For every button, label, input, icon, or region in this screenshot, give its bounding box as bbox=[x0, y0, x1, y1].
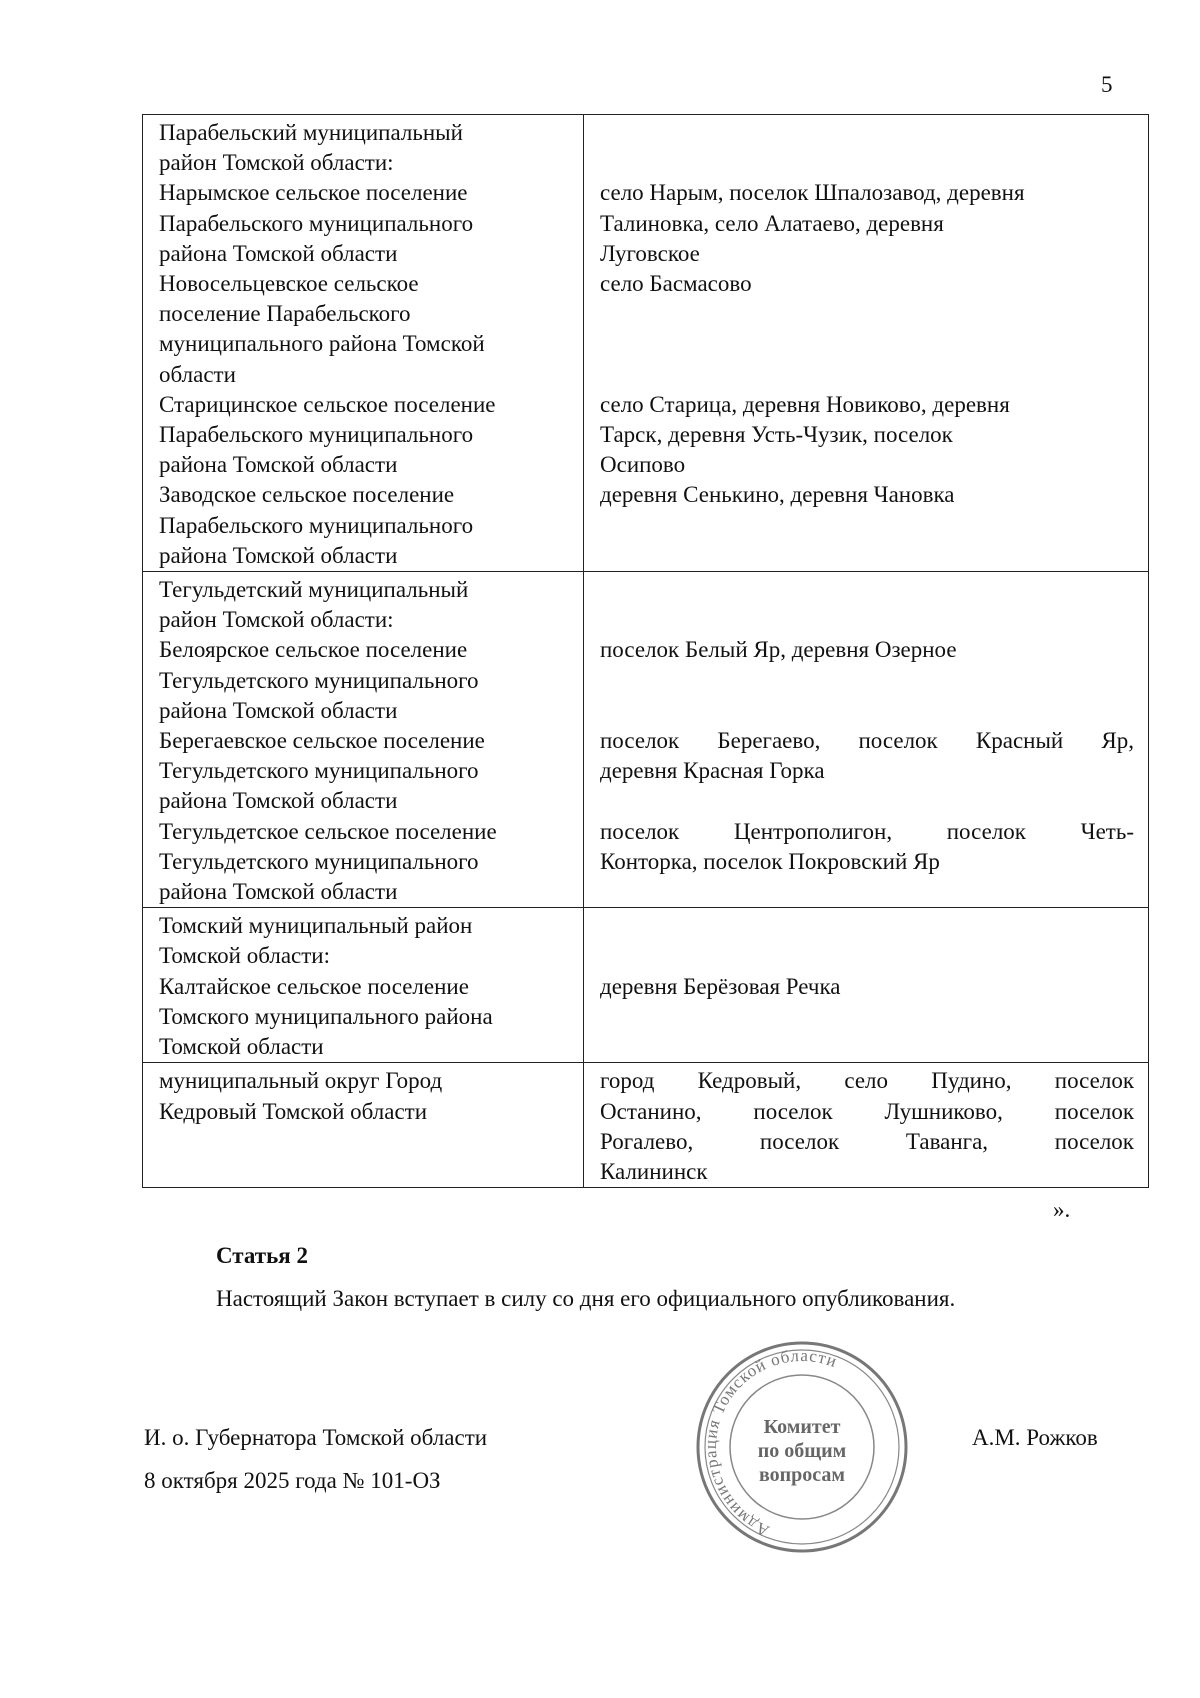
municipality-line: района Томской области bbox=[159, 788, 398, 814]
closing-quote: ». bbox=[1053, 1197, 1071, 1222]
municipality-line: Нарымское сельское поселение bbox=[159, 180, 468, 206]
official-seal bbox=[690, 1335, 915, 1555]
municipality-line: района Томской области bbox=[159, 452, 398, 478]
settlements-line: деревня Красная Горка bbox=[600, 758, 825, 784]
municipality-line: Томской области: bbox=[159, 943, 330, 969]
settlements-line: деревня Берёзовая Речка bbox=[600, 973, 841, 999]
municipality-line: района Томской области bbox=[159, 240, 398, 266]
settlements-line: Осипово bbox=[600, 452, 686, 478]
page-number: 5 bbox=[1101, 72, 1113, 97]
settlements-line: деревня Сенькино, деревня Чановка bbox=[600, 482, 955, 508]
municipality-line: района Томской области bbox=[159, 542, 398, 568]
table-row bbox=[143, 908, 1149, 1063]
seal-line-3: вопросам bbox=[758, 1464, 846, 1486]
seal-line-1: Комитет bbox=[763, 1416, 841, 1438]
municipality-line: района Томской области bbox=[159, 697, 398, 723]
municipality-line: район Томской области: bbox=[159, 607, 394, 633]
municipality-line: Томский муниципальный район bbox=[159, 913, 473, 939]
law-date-number: 8 октября 2025 года № 101-ОЗ bbox=[144, 1468, 441, 1493]
signatory-position: И. о. Губернатора Томской области bbox=[144, 1425, 488, 1450]
municipality-line: Парабельского муниципального bbox=[159, 512, 474, 538]
table-row bbox=[143, 115, 1149, 572]
article-title: Статья 2 bbox=[216, 1243, 308, 1268]
signatory-name: А.М. Рожков bbox=[972, 1425, 1098, 1450]
municipality-line: муниципального района Томской bbox=[159, 331, 485, 357]
municipality-line: Тегульдетского муниципального bbox=[159, 848, 479, 874]
settlements-line: Рогалево, поселок Таванга, поселок bbox=[600, 1128, 1134, 1154]
article-text: Настоящий Закон вступает в силу со дня его официального опубликования. bbox=[216, 1286, 956, 1311]
municipality-line: Новосельцевское сельское bbox=[159, 271, 419, 297]
settlements-table bbox=[142, 114, 1149, 1188]
municipality-cell bbox=[143, 1063, 584, 1188]
settlements-line: село Нарым, поселок Шпалозавод, деревня bbox=[600, 180, 1025, 206]
municipality-cell bbox=[143, 115, 584, 572]
municipality-line: Томского муниципального района bbox=[159, 1003, 493, 1029]
settlements-line: поселок Берегаево, поселок Красный Яр, bbox=[600, 728, 1134, 753]
municipality-line: Старицинское сельское поселение bbox=[159, 391, 496, 417]
municipality-line: Белоярское сельское поселение bbox=[159, 637, 468, 663]
table-row bbox=[143, 572, 1149, 908]
settlements-line: Талиновка, село Алатаево, деревня bbox=[600, 210, 944, 236]
settlements-line: поселок Центрополигон, поселок Четь- bbox=[600, 818, 1134, 844]
settlements-line: Калининск bbox=[600, 1158, 708, 1184]
settlements-cell bbox=[584, 1063, 1149, 1188]
municipality-line: Парабельского муниципального bbox=[159, 422, 474, 448]
municipality-line: района Томской области bbox=[159, 879, 398, 905]
settlements-cell bbox=[584, 572, 1149, 908]
settlements-line: Луговское bbox=[600, 240, 700, 266]
municipality-line: Парабельский муниципальный bbox=[159, 120, 463, 145]
municipality-line: Тегульдетское сельское поселение bbox=[159, 818, 497, 844]
municipality-cell bbox=[143, 908, 584, 1063]
municipality-cell bbox=[143, 572, 584, 908]
municipality-line: Тегульдетский муниципальный bbox=[159, 577, 469, 603]
table-row bbox=[143, 1063, 1149, 1188]
settlements-line: Останино, поселок Лушниково, поселок bbox=[600, 1098, 1134, 1124]
settlements-line: город Кедровый, село Пудино, поселок bbox=[600, 1068, 1134, 1094]
municipality-line: район Томской области: bbox=[159, 150, 394, 176]
settlements-line: Тарск, деревня Усть-Чузик, поселок bbox=[600, 421, 953, 447]
municipality-line: Тегульдетского муниципального bbox=[159, 758, 479, 784]
settlements-line: село Старица, деревня Новиково, деревня bbox=[600, 391, 1010, 417]
municipality-line: Кедровый Томской области bbox=[159, 1098, 428, 1124]
settlements-line: село Басмасово bbox=[600, 270, 752, 296]
municipality-line: Берегаевское сельское поселение bbox=[159, 728, 485, 754]
municipality-line: муниципальный округ Город bbox=[159, 1068, 443, 1094]
settlements-line: поселок Белый Яр, деревня Озерное bbox=[600, 637, 957, 663]
settlements-cell bbox=[584, 115, 1149, 572]
municipality-line: Заводское сельское поселение bbox=[159, 482, 455, 508]
municipality-line: области bbox=[159, 361, 236, 387]
municipality-line: поселение Парабельского bbox=[159, 301, 411, 327]
settlements-line: Конторка, поселок Покровский Яр bbox=[600, 848, 940, 874]
municipality-line: Тегульдетского муниципального bbox=[159, 667, 479, 693]
seal-line-2: по общим bbox=[757, 1440, 847, 1462]
municipality-line: Томской области bbox=[159, 1034, 324, 1060]
municipality-line: Парабельского муниципального bbox=[159, 210, 474, 236]
municipality-line: Калтайское сельское поселение bbox=[159, 973, 469, 999]
settlements-cell bbox=[584, 908, 1149, 1063]
seal-outer-text: Администрация Томской области bbox=[700, 1345, 841, 1541]
